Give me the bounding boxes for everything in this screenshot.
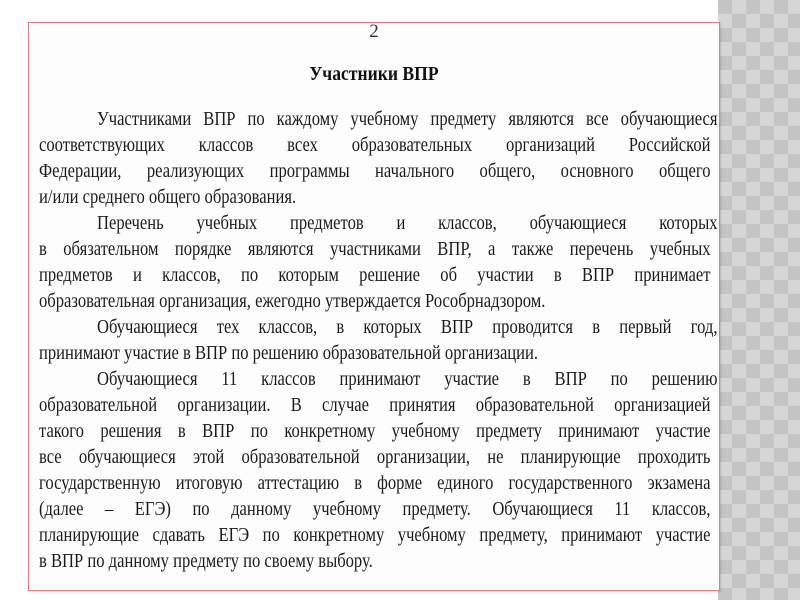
text-line: в обязательном порядке являются участниками ВПР, а также перечень учебных — [39, 239, 711, 260]
text-line: Федерации, реализующих программы начального общего, основного общего — [39, 161, 711, 182]
text-line: образовательная организация, ежегодно утверждается Рособрнадзором. — [39, 291, 546, 312]
text-line: Обучающиеся тех классов, в которых ВПР проводится в первый год, — [97, 317, 718, 338]
text-line: Обучающиеся 11 классов принимают участие в ВПР по решению — [97, 369, 718, 390]
text-line: образовательной организации. В случае принятия образовательной организацией — [39, 395, 711, 416]
text-line: принимают участие в ВПР по решению образовательной организации. — [39, 343, 539, 364]
text-line: и/или среднего общего образования. — [39, 187, 297, 208]
document-body — [39, 107, 800, 575]
text-line: такого решения в ВПР по конкретному учебному предмету принимают участие — [39, 421, 711, 442]
text-line: (далее – ЕГЭ) по данному учебному предмету. Обучающиеся 11 классов, — [39, 499, 711, 520]
document-title: Участники ВПР — [309, 63, 439, 85]
text-line: все обучающиеся этой образовательной организации, не планирующие проходить — [39, 447, 711, 468]
text-line: соответствующих классов всех образовательных организаций Российской — [39, 135, 711, 156]
text-line: Перечень учебных предметов и классов, обучающиеся которых — [97, 213, 718, 234]
document-scan — [28, 22, 720, 591]
text-line: Участниками ВПР по каждому учебному предмету являются все обучающиеся — [97, 109, 718, 130]
text-line: в ВПР по данному предмету по своему выбору. — [39, 551, 373, 572]
text-line: предметов и классов, по которым решение об участии в ВПР принимает — [39, 265, 711, 286]
text-line: планирующие сдавать ЕГЭ по конкретному учебному предмету, принимают участие — [39, 525, 711, 546]
text-line: государственную итоговую аттестацию в форме единого государственного экзамена — [39, 473, 711, 494]
page-number: 2 — [369, 21, 379, 42]
